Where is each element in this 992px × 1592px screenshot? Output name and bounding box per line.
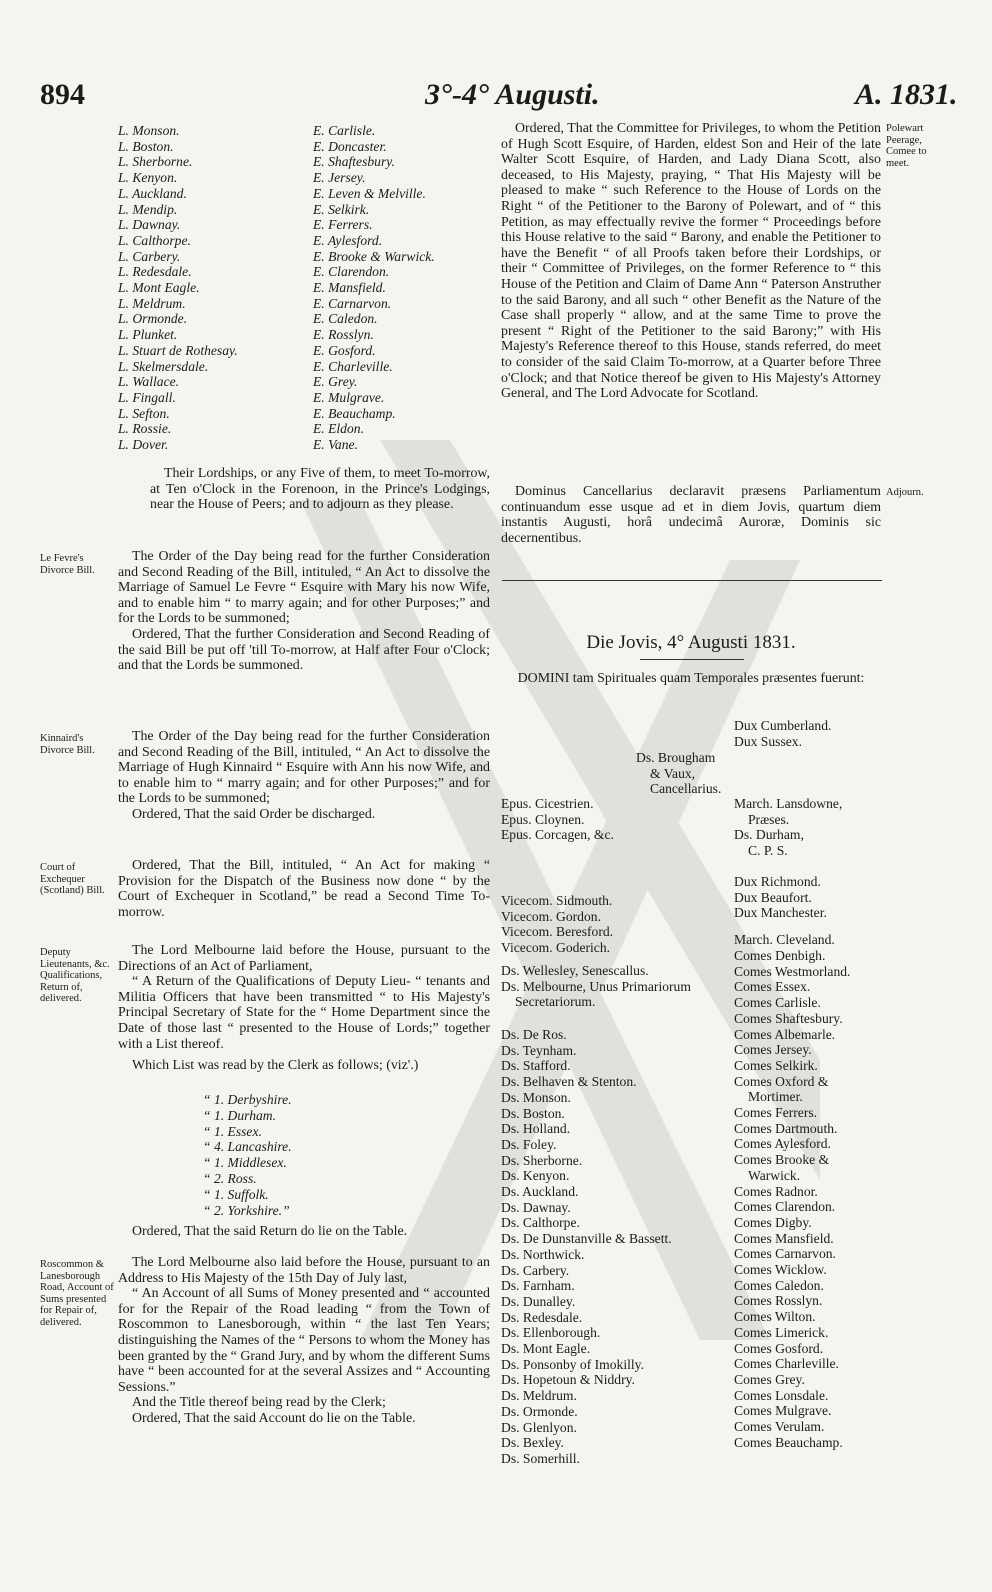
page-number: 894 (40, 78, 85, 111)
dukes-list (734, 874, 827, 921)
baron-name: Ds. Monson. (501, 1089, 571, 1105)
lord-name: L. Calthorpe. (118, 232, 191, 248)
lord-name: L. Fingall. (118, 389, 176, 405)
viscount-name: Vicecom. Beresford. (501, 924, 614, 940)
exchequer-section: Ordered, That the Bill, intituled, “ An Act for making “ Provision for the Dispatch of the Business now done “ by the Court of Exchequer in Scotland,” be read a Second Time To-morrow. (118, 858, 490, 920)
chancellor-line: & Vaux, (650, 765, 696, 781)
baron-name: Ds. Belhaven & Stenton. (501, 1074, 637, 1090)
earl-name: Comes Albemarle. (734, 1026, 836, 1042)
duke-name: Dux Cumberland. (734, 718, 832, 733)
earl-name: Comes Radnor. (734, 1183, 818, 1199)
earl-name: E. Gosford. (313, 342, 376, 358)
baron-name: Ds. Kenyon. (501, 1168, 570, 1184)
county-entry: “ 1. Essex. (203, 1123, 262, 1139)
adjourn-section: Dominus Cancellarius declaravit præsens Parliamentum continuandum esse usque ad et in diem Jovis, quartum diem instantis Augusti, horâ undecimâ Auroræ, Dominis sic decernentibus. (501, 484, 881, 546)
lord-name: L. Dawnay. (118, 217, 181, 233)
county-entry: “ 2. Ross. (203, 1170, 257, 1186)
earl-name: Comes Brooke & (734, 1152, 830, 1168)
lord-name: L. Sefton. (118, 405, 170, 421)
baron-name: Ds. Northwick. (501, 1246, 585, 1262)
margin-roscommon: Roscommon & Lanesborough Road, Account of Sums presented for Repair of, delivered. (40, 1259, 114, 1328)
officer-line: Ds. Melbourne, Unus Primariorum (501, 978, 691, 994)
lord-name: L. Rossie. (118, 421, 172, 437)
margin-polewart: Polewart Peerage, Comee to meet. (886, 123, 927, 169)
earl-name: Comes Digby. (734, 1214, 812, 1230)
chancellor-line: Ds. Brougham (636, 750, 716, 765)
lansdowne-durham (734, 796, 842, 859)
baron-name: Ds. Hopetoun & Niddry. (501, 1372, 635, 1388)
earl-name: Comes Oxford & (734, 1073, 829, 1089)
earl-name: Comes Aylesford. (734, 1136, 831, 1152)
earl-name: Comes Charleville. (734, 1356, 839, 1372)
lord-name: L. Dover. (118, 437, 169, 453)
bishop-name: Epus. Cloynen. (501, 811, 585, 827)
earl-name: E. Rosslyn. (313, 327, 374, 343)
baron-name: Ds. Dunalley. (501, 1293, 576, 1309)
bishop-name: Epus. Cicestrien. (501, 796, 594, 811)
lord-name: L. Monson. (118, 123, 180, 138)
lord-name: L. Stuart de Rothesay. (118, 342, 238, 358)
lords-list-a (118, 123, 238, 453)
officer-line: Secretariorum. (515, 994, 596, 1010)
county-entry: “ 1. Durham. (203, 1107, 277, 1123)
officer-line: Ds. Durham, (734, 827, 804, 843)
domini-line: DOMINI tam Spirituales quam Temporales præsentes fuerunt: (517, 671, 865, 686)
baron-name: Ds. Dawnay. (501, 1199, 571, 1215)
page-dates: 3°-4° Augusti. (425, 78, 600, 111)
officers-list (501, 963, 691, 1010)
viscount-name: Vicecom. Sidmouth. (501, 893, 613, 908)
day-heading: Die Jovis, 4° Augusti 1831. (586, 632, 796, 653)
earl-name: E. Brooke & Warwick. (313, 248, 435, 264)
earl-name: E. Vane. (313, 437, 358, 453)
chancellor-block (636, 750, 721, 797)
lord-name: L. Skelmersdale. (118, 358, 209, 374)
earl-name: E. Eldon. (313, 421, 364, 437)
earls-list (734, 948, 850, 1451)
earl-name: E. Caledon. (313, 311, 378, 327)
heading-underline (640, 659, 744, 660)
county-entry: “ 1. Middlesex. (203, 1155, 287, 1171)
viscount-name: Vicecom. Goderich. (501, 940, 611, 956)
lord-name: L. Carbery. (118, 248, 181, 264)
lord-name: L. Sherborne. (118, 154, 193, 170)
duke-name: Dux Manchester. (734, 905, 827, 921)
county-entry: “ 1. Suffolk. (203, 1186, 269, 1202)
earl-name: Comes Westmorland. (734, 963, 851, 979)
earl-name: Comes Wicklow. (734, 1262, 827, 1278)
earl-name: E. Selkirk. (313, 201, 370, 217)
earl-name: E. Aylesford. (313, 232, 383, 248)
barons-list (501, 1027, 672, 1467)
earl-name: Comes Gosford. (734, 1340, 824, 1356)
earl-name: E. Carnarvon. (313, 295, 392, 311)
bishop-name: Epus. Corcagen, &c. (501, 827, 614, 843)
lord-name: L. Kenyon. (118, 170, 178, 186)
lord-name: L. Redesdale. (118, 264, 192, 280)
earl-name: Comes Denbigh. (734, 948, 826, 963)
earl-name: Comes Rosslyn. (734, 1293, 823, 1309)
earl-name: Mortimer. (748, 1089, 803, 1105)
baron-name: Ds. Auckland. (501, 1184, 579, 1200)
earl-name: Comes Verulam. (734, 1419, 825, 1435)
earl-name: E. Carlisle. (313, 123, 376, 138)
earl-name: Comes Carlisle. (734, 995, 821, 1011)
earl-name: Comes Beauchamp. (734, 1434, 843, 1450)
earl-name: Comes Limerick. (734, 1324, 829, 1340)
roscommon-section: The Lord Melbourne also laid before the House, pursuant to an Address to His Majesty of the 15th Day of July last, “ An Account of all Sums of Money presented and “ accounted for for the Repair of the Road leading “ from the Town of Roscommon to Lanesborough, within “ the last Ten Years; distinguishing the Names of the “ Persons to whom the Money has been granted by the “ Grand Jury, and by whom the different Sums have “ been accounted for at the several Assizes and “ Accounting Sessions.” And the Title thereof being read by the Clerk; Ordered, That the said Account do lie on the Table. (118, 1255, 490, 1426)
earl-name: E. Doncaster. (313, 138, 387, 154)
officer-line: March. Lansdowne, (734, 796, 843, 811)
officer-line: Ds. Wellesley, Senescallus. (501, 963, 649, 978)
earl-name: Comes Lonsdale. (734, 1387, 829, 1403)
baron-name: Ds. Carbery. (501, 1262, 570, 1278)
baron-name: Ds. Ponsonby of Imokilly. (501, 1356, 644, 1372)
earl-name: Comes Clarendon. (734, 1199, 836, 1215)
earl-name: Comes Selkirk. (734, 1057, 818, 1073)
baron-name: Ds. De Ros. (501, 1027, 567, 1042)
earl-name: Comes Ferrers. (734, 1105, 818, 1121)
polewart-section: Ordered, That the Committee for Privileges, to whom the Petition of Hugh Scott Esquire, of Harden, eldest Son and Heir of the late Walter Scott Esquire, of Harden, and Lady Diana Scott, also deceased, to His Majesty, praying, “ That His Majesty will be pleased to make “ such Reference to the House of Lords on the Right “ of the Petitioner to the Barony of Polewart, and of “ this Petition, as may effectually revive the former “ Proceedings before this House relative to the said “ Barony, and enable the Petitioner to have the Benefit “ of all Proofs taken before their Lordships, or their “ Committee of Privileges, on the former Reference to “ this House of the Petition and Claim of Dame Ann “ Paterson Anstruther to the said Barony, and all such “ other Benefit as the Nature of the Case shall properly “ allow, and at the same Time to prove the present “ Right of the Petitioner to the said Barony;” with His Majesty's Reference thereof to this House, stands referred, do meet to consider of the said Claim To-morrow, at a Quarter before Three o'Clock; and that Notice thereof be given to His Majesty's Attorney General, and The Lord Advocate for Scotland. (501, 121, 881, 402)
baron-name: Ds. Holland. (501, 1121, 571, 1137)
earl-name: E. Mansfield. (313, 280, 386, 296)
earl-name: Comes Carnarvon. (734, 1246, 836, 1262)
baron-name: Ds. Glenlyon. (501, 1419, 577, 1435)
baron-name: Ds. Boston. (501, 1105, 565, 1121)
duke-name: Dux Richmond. (734, 874, 821, 889)
lord-name: L. Meldrum. (118, 295, 186, 311)
bishops-list (501, 796, 614, 843)
baron-name: Ds. Bexley. (501, 1435, 564, 1451)
earl-name: E. Mulgrave. (313, 389, 385, 405)
lord-name: L. Mendip. (118, 201, 178, 217)
margin-kinnaird: Kinnaird's Divorce Bill. (40, 733, 95, 756)
margin-lefevre: Le Fevre's Divorce Bill. (40, 553, 95, 576)
lefevre-section: The Order of the Day being read for the further Consideration and Second Reading of the Bill, intituled, “ An Act to dissolve the Marriage of Samuel Le Fevre “ Esquire with Mary his now Wife, and to enable him “ to marry again; and for other Purposes;” and for the Lords to be summoned; Ordered, That the further Consideration and Second Reading of the said Bill be put off 'till To-morrow, at Half after Four o'Clock; and that the Lords be summoned. (118, 549, 490, 674)
earl-name: Comes Wilton. (734, 1309, 816, 1325)
chancellor-line: Cancellarius. (650, 781, 722, 797)
county-entry: “ 2. Yorkshire.” (203, 1202, 290, 1218)
earl-name: E. Grey. (313, 374, 358, 390)
march-cleveland: March. Cleveland. (734, 932, 835, 947)
earl-name: E. Jersey. (313, 170, 366, 186)
lord-name: L. Plunket. (118, 327, 178, 343)
earl-name: E. Clarendon. (313, 264, 390, 280)
counties-list (203, 1092, 292, 1218)
earl-name: Comes Jersey. (734, 1042, 812, 1058)
earl-name: Comes Grey. (734, 1371, 805, 1387)
county-entry: “ 1. Derbyshire. (203, 1092, 292, 1107)
baron-name: Ds. Ormonde. (501, 1403, 578, 1419)
lords-list-b (313, 123, 435, 453)
meet-text: Their Lordships, or any Five of them, to meet To-morrow, at Ten o'Clock in the Forenoon, in the Prince's Lodgings, near the House of Peers; and to adjourn as they please. (150, 466, 490, 513)
lord-name: L. Wallace. (118, 374, 180, 390)
earl-name: Comes Essex. (734, 979, 811, 995)
margin-deputy: Deputy Lieutenants, &c. Qualifications, Return of, delivered. (40, 947, 110, 1004)
duke-name: Dux Sussex. (734, 733, 802, 749)
baron-name: Ds. Sherborne. (501, 1152, 583, 1168)
margin-adjourn: Adjourn. (886, 487, 924, 498)
officer-line: C. P. S. (748, 843, 788, 859)
earl-name: E. Ferrers. (313, 217, 373, 233)
earl-name: Warwick. (748, 1167, 801, 1183)
baron-name: Ds. Stafford. (501, 1058, 571, 1074)
earl-name: Comes Shaftesbury. (734, 1010, 843, 1026)
margin-exchequer: Court of Exchequer (Scotland) Bill. (40, 862, 105, 896)
lord-name: L. Mont Eagle. (118, 280, 200, 296)
section-rule (502, 580, 882, 581)
deputy-section: The Lord Melbourne laid before the House, pursuant to the Directions of an Act of Parliament, “ A Return of the Qualifications of Deputy Lieu- “ tenants and Militia Officers that have been transmitted “ to His Majesty's Principal Secretary of State for the “ Home Department since the Date of those last “ presented to the House of Lords;” together with a List thereof. Which List was read by the Clerk as follows; (viz'.) (118, 943, 490, 1074)
viscount-name: Vicecom. Gordon. (501, 908, 601, 924)
baron-name: Ds. Somerhill. (501, 1450, 580, 1466)
baron-name: Ds. Redesdale. (501, 1309, 583, 1325)
earl-name: E. Beauchamp. (313, 405, 396, 421)
baron-name: Ds. Meldrum. (501, 1388, 577, 1404)
baron-name: Ds. De Dunstanville & Bassett. (501, 1231, 672, 1247)
baron-name: Ds. Calthorpe. (501, 1215, 580, 1231)
lord-name: L. Auckland. (118, 185, 187, 201)
officer-line: Præses. (748, 811, 790, 827)
earl-name: Comes Mansfield. (734, 1230, 834, 1246)
lord-name: L. Boston. (118, 138, 174, 154)
baron-name: Ds. Teynham. (501, 1042, 577, 1058)
earl-name: E. Shaftesbury. (313, 154, 395, 170)
baron-name: Ds. Foley. (501, 1136, 557, 1152)
deputy-ordered: Ordered, That the said Return do lie on the Table. (132, 1224, 408, 1239)
earl-name: Comes Caledon. (734, 1277, 824, 1293)
earl-name: E. Leven & Melville. (313, 185, 426, 201)
page-year: A. 1831. (855, 78, 958, 111)
baron-name: Ds. Mont Eagle. (501, 1341, 591, 1357)
earl-name: Comes Dartmouth. (734, 1120, 838, 1136)
earl-name: E. Charleville. (313, 358, 393, 374)
lord-name: L. Ormonde. (118, 311, 188, 327)
county-entry: “ 4. Lancashire. (203, 1139, 292, 1155)
duke-name: Dux Beaufort. (734, 889, 812, 905)
baron-name: Ds. Ellenborough. (501, 1325, 601, 1341)
baron-name: Ds. Farnham. (501, 1278, 575, 1294)
kinnaird-section: The Order of the Day being read for the further Consideration and Second Reading of the Bill, intituled, “ An Act to dissolve the Marriage of Hugh Kinnaird “ Esquire with Ann his now Wife, and to enable him to “ marry again; and for other Purposes;” and for the Lords to be summoned; Ordered, That the said Order be discharged. (118, 729, 490, 822)
viscounts-list (501, 893, 613, 956)
royal-dukes (734, 718, 831, 749)
earl-name: Comes Mulgrave. (734, 1403, 832, 1419)
